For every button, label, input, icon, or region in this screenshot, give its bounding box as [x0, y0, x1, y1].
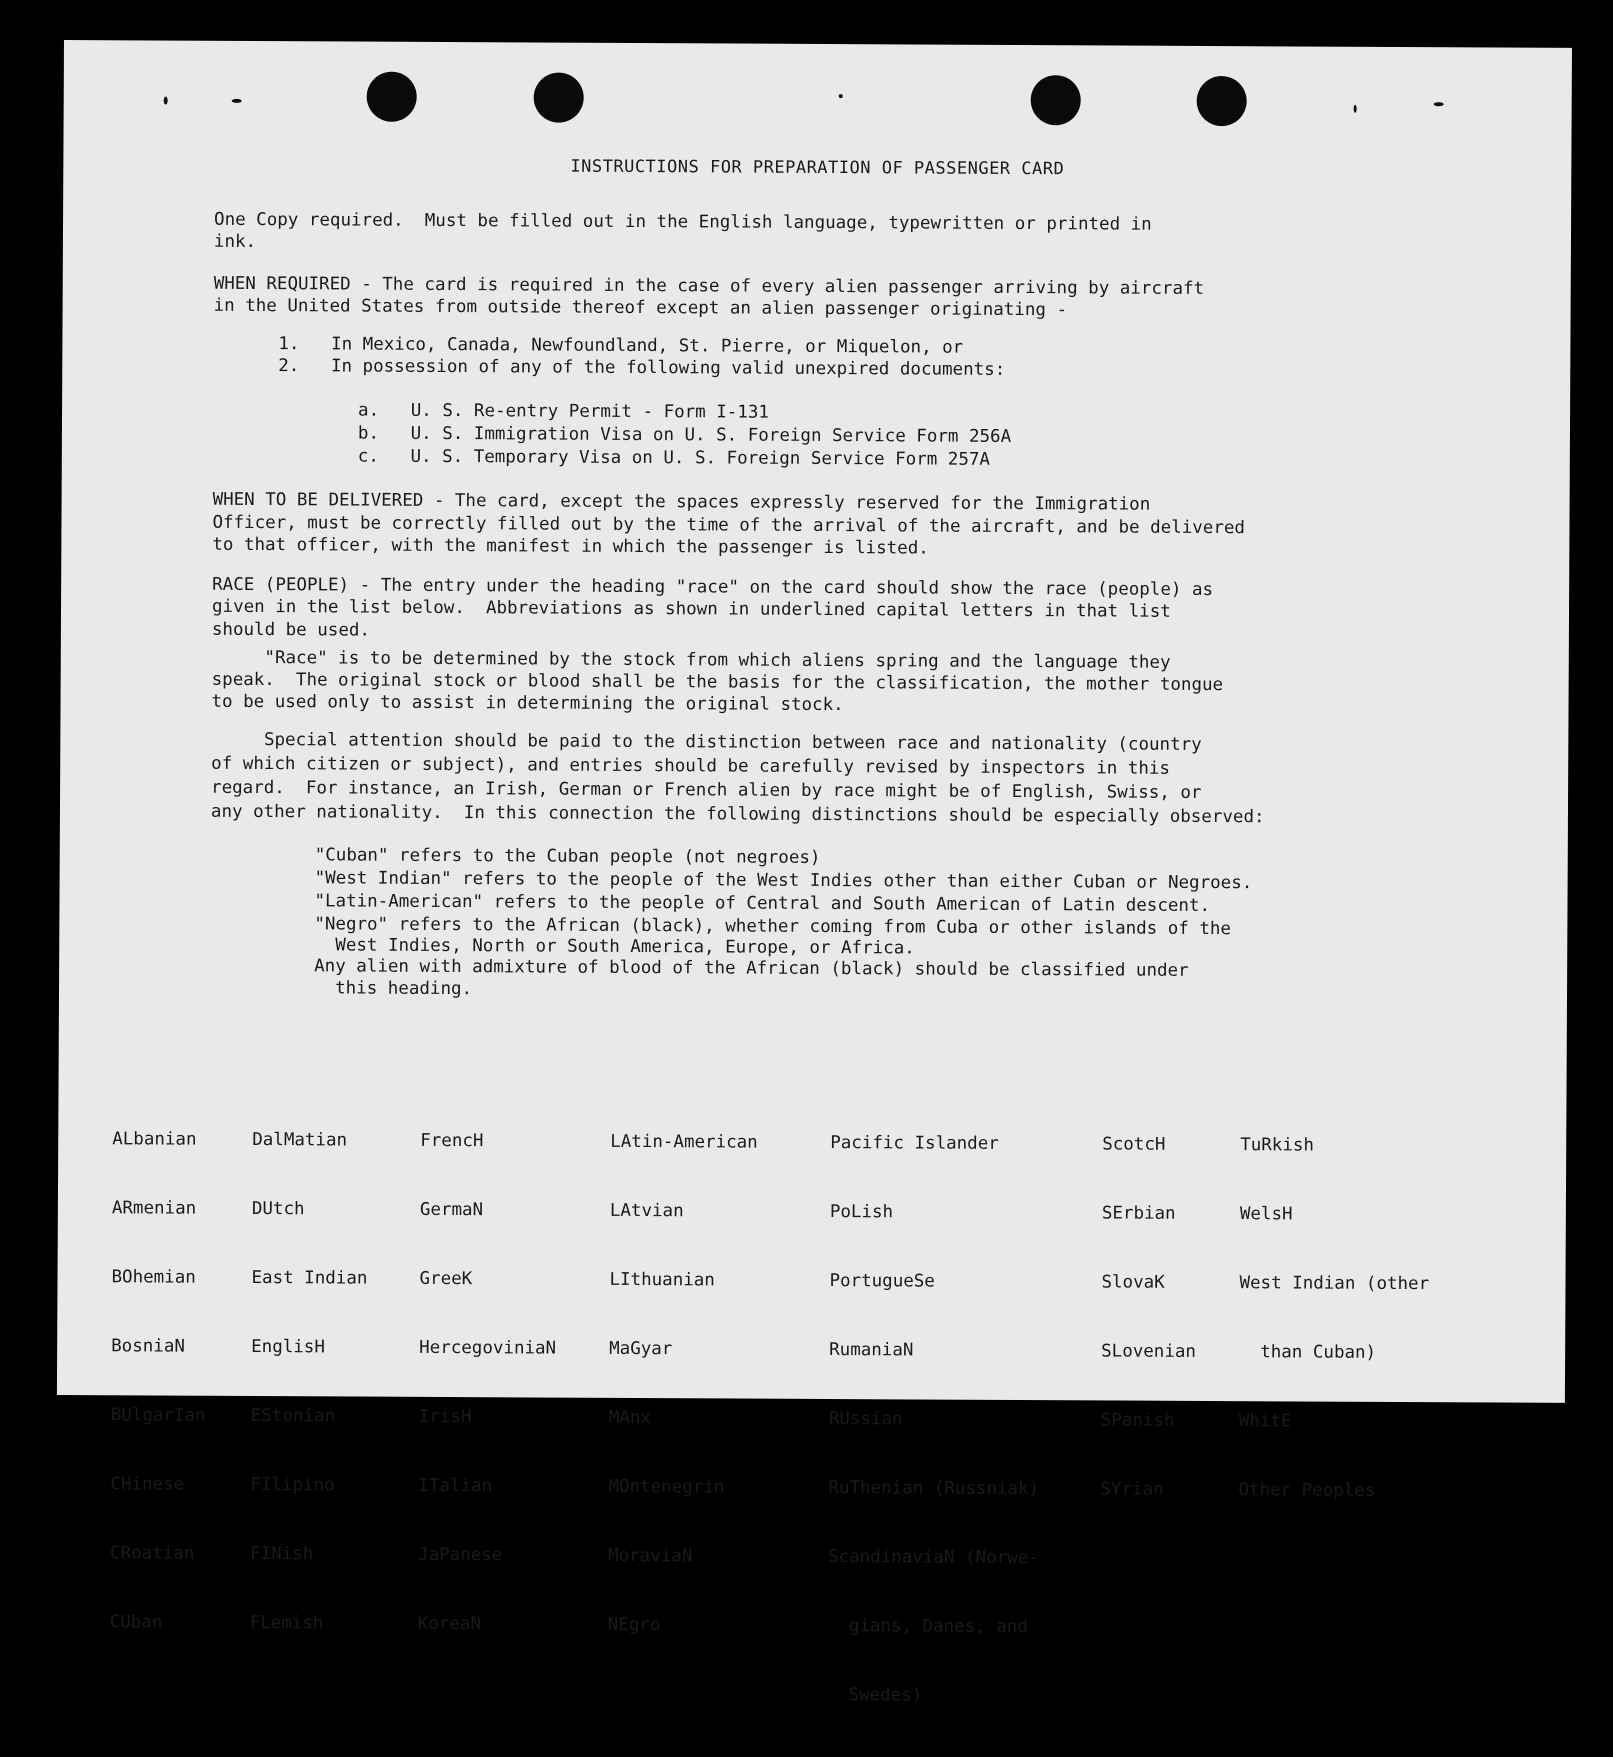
race-item: RumaniaN: [829, 1340, 914, 1361]
race-item: DUtch: [251, 1198, 305, 1220]
race-item: MoraviaN: [608, 1545, 693, 1567]
punch-hole: [534, 72, 584, 122]
origin-item: 1. In Mexico, Canada, Newfoundland, St. Pierre, or Miquelon, or: [278, 334, 964, 358]
speck: [232, 99, 242, 103]
race-item: JaPanese: [418, 1544, 503, 1566]
race-item: GreeK: [419, 1268, 473, 1290]
race-item: ScotcH: [1102, 1134, 1166, 1155]
race-item: SYrian: [1100, 1479, 1164, 1500]
race-item: East Indian: [251, 1267, 368, 1289]
race-item: CRoatian: [110, 1543, 195, 1564]
race-item: gians, Danes, and: [827, 1616, 1028, 1638]
speck: [164, 97, 168, 105]
intro-line: One Copy required. Must be filled out in the English language, typewritten or printed in: [214, 209, 1152, 235]
document-page: [57, 40, 1572, 1706]
race-item: BOhemian: [111, 1267, 196, 1288]
race-item: TuRkish: [1240, 1135, 1315, 1156]
race-item: LIthuanian: [609, 1269, 715, 1291]
race-item: SLovenian: [1101, 1341, 1197, 1362]
race-definition-line: "Race" is to be determined by the stock from which aliens spring and the language they: [211, 647, 1171, 673]
race-column: [109, 1082, 207, 1680]
race-item: SlovaK: [1101, 1272, 1165, 1293]
intro-line: ink.: [213, 231, 257, 253]
race-item: FIlipino: [250, 1474, 335, 1496]
race-item: LAtvian: [609, 1200, 684, 1222]
special-line: regard. For instance, an Irish, German or French alien by race might be of English, Swiss, or: [211, 777, 1202, 803]
special-line: any other nationality. In this connection the following distinctions should be especially observed:: [210, 801, 1265, 828]
when-required-line: in the United States from outside thereof except an alien passenger originating -: [213, 295, 1068, 321]
race-item: WelsH: [1239, 1204, 1293, 1225]
distinction-line: "Negro" refers to the African (black), whether coming from Cuba or other islands of the: [314, 914, 1232, 940]
race-item: IrisH: [418, 1406, 472, 1428]
race-item: LAtin-American: [610, 1131, 758, 1153]
special-line: Special attention should be paid to the distinction between race and nationality (country: [211, 729, 1202, 755]
race-item: NEgro: [607, 1614, 661, 1636]
race-item: DalMatian: [252, 1130, 348, 1151]
race-item: EnglisH: [251, 1336, 325, 1358]
race-item: West Indian (other: [1239, 1273, 1430, 1295]
document-item: c. U. S. Temporary Visa on U. S. Foreign Service Form 257A: [357, 446, 991, 470]
race-item: FrencH: [420, 1130, 484, 1152]
race-line: RACE (PEOPLE) - The entry under the heading "race" on the card should show the race (people) as: [212, 574, 1214, 601]
race-item: FLemish: [249, 1612, 324, 1634]
distinction-line: Any alien with admixture of blood of the African (black) should be classified under: [314, 956, 1189, 981]
race-item: FINish: [250, 1543, 314, 1565]
race-item: HercegoviniaN: [419, 1337, 557, 1359]
speck: [1434, 102, 1444, 106]
race-item: than Cuban): [1239, 1342, 1377, 1363]
race-item: CHinese: [110, 1474, 185, 1495]
distinction-line: West Indies, North or South America, Europe, or Africa.: [314, 935, 915, 959]
special-line: of which citizen or subject), and entries should be carefully revised by inspectors in this: [211, 753, 1171, 779]
race-column: [249, 1083, 368, 1682]
race-item: Swedes): [827, 1685, 923, 1706]
race-item: ITalian: [418, 1475, 493, 1497]
document-item: b. U. S. Immigration Visa on U. S. Foreign Service Form 256A: [357, 423, 1012, 447]
origin-item: 2. In possession of any of the following valid unexpired documents:: [278, 356, 1006, 380]
race-item: SErbian: [1101, 1203, 1176, 1224]
race-item: PoLish: [829, 1202, 894, 1223]
race-line: should be used.: [211, 619, 371, 641]
race-item: Pacific Islander: [830, 1133, 999, 1154]
punch-hole: [367, 72, 417, 122]
race-item: ARmenian: [111, 1198, 197, 1219]
page-title: INSTRUCTIONS FOR PREPARATION OF PASSENGER CARD: [570, 156, 1065, 180]
speck: [1354, 105, 1357, 113]
speck: [839, 94, 843, 98]
race-column: [417, 1084, 557, 1683]
when-required-line: WHEN REQUIRED - The card is required in the case of every alien passenger arriving by aircraft: [213, 273, 1205, 299]
distinction-line: "Latin-American" refers to the people of Central and South American of Latin descent.: [314, 891, 1211, 917]
when-delivered-line: Officer, must be correctly filled out by the time of the arrival of the aircraft, and be delivered: [212, 512, 1246, 539]
race-item: SPanish: [1100, 1410, 1175, 1431]
race-item: ScandinaviaN (Norwe-: [828, 1547, 1039, 1569]
race-item: EStonian: [250, 1405, 336, 1427]
when-delivered-line: WHEN TO BE DELIVERED - The card, except the spaces expressly reserved for the Immigration: [212, 489, 1151, 515]
race-item: KoreaN: [417, 1613, 481, 1635]
distinction-line: this heading.: [313, 978, 473, 1000]
race-item: BosniaN: [111, 1336, 185, 1357]
race-item: ALbanian: [112, 1129, 197, 1150]
race-definition-line: speak. The original stock or blood shall be the basis for the classification, the mother tongue: [211, 669, 1224, 696]
race-item: CUban: [109, 1612, 163, 1633]
race-column: [827, 1086, 1041, 1754]
document-item: a. U. S. Re-entry Permit - Form I-131: [358, 400, 770, 423]
punch-hole: [1197, 76, 1247, 126]
race-item: WhitE: [1238, 1411, 1292, 1432]
distinction-line: "West Indian" refers to the people of the West Indies other than either Cuban or Negroes.: [314, 868, 1253, 894]
race-item: RUssian: [828, 1409, 903, 1430]
race-definition-line: to be used only to assist in determining the original stock.: [211, 691, 844, 716]
race-item: BUlgarIan: [110, 1405, 206, 1426]
when-delivered-line: to that officer, with the manifest in which the passenger is listed.: [212, 534, 929, 559]
race-column: [607, 1085, 758, 1684]
race-item: RuThenian (Russniak): [828, 1478, 1040, 1500]
race-item: PortugueSe: [829, 1271, 935, 1292]
race-item: Other Peoples: [1238, 1480, 1376, 1501]
distinction-line: "Cuban" refers to the Cuban people (not negroes): [314, 845, 821, 868]
race-item: MOntenegrin: [608, 1476, 725, 1498]
race-column: [1100, 1087, 1197, 1547]
race-item: GermaN: [419, 1199, 484, 1221]
race-item: MaGyar: [609, 1338, 673, 1360]
race-item: MAnx: [608, 1407, 652, 1429]
race-line: given in the list below. Abbreviations as shown in underlined capital letters in that list: [211, 596, 1171, 622]
punch-hole: [1031, 75, 1081, 125]
race-column: [1238, 1088, 1430, 1549]
